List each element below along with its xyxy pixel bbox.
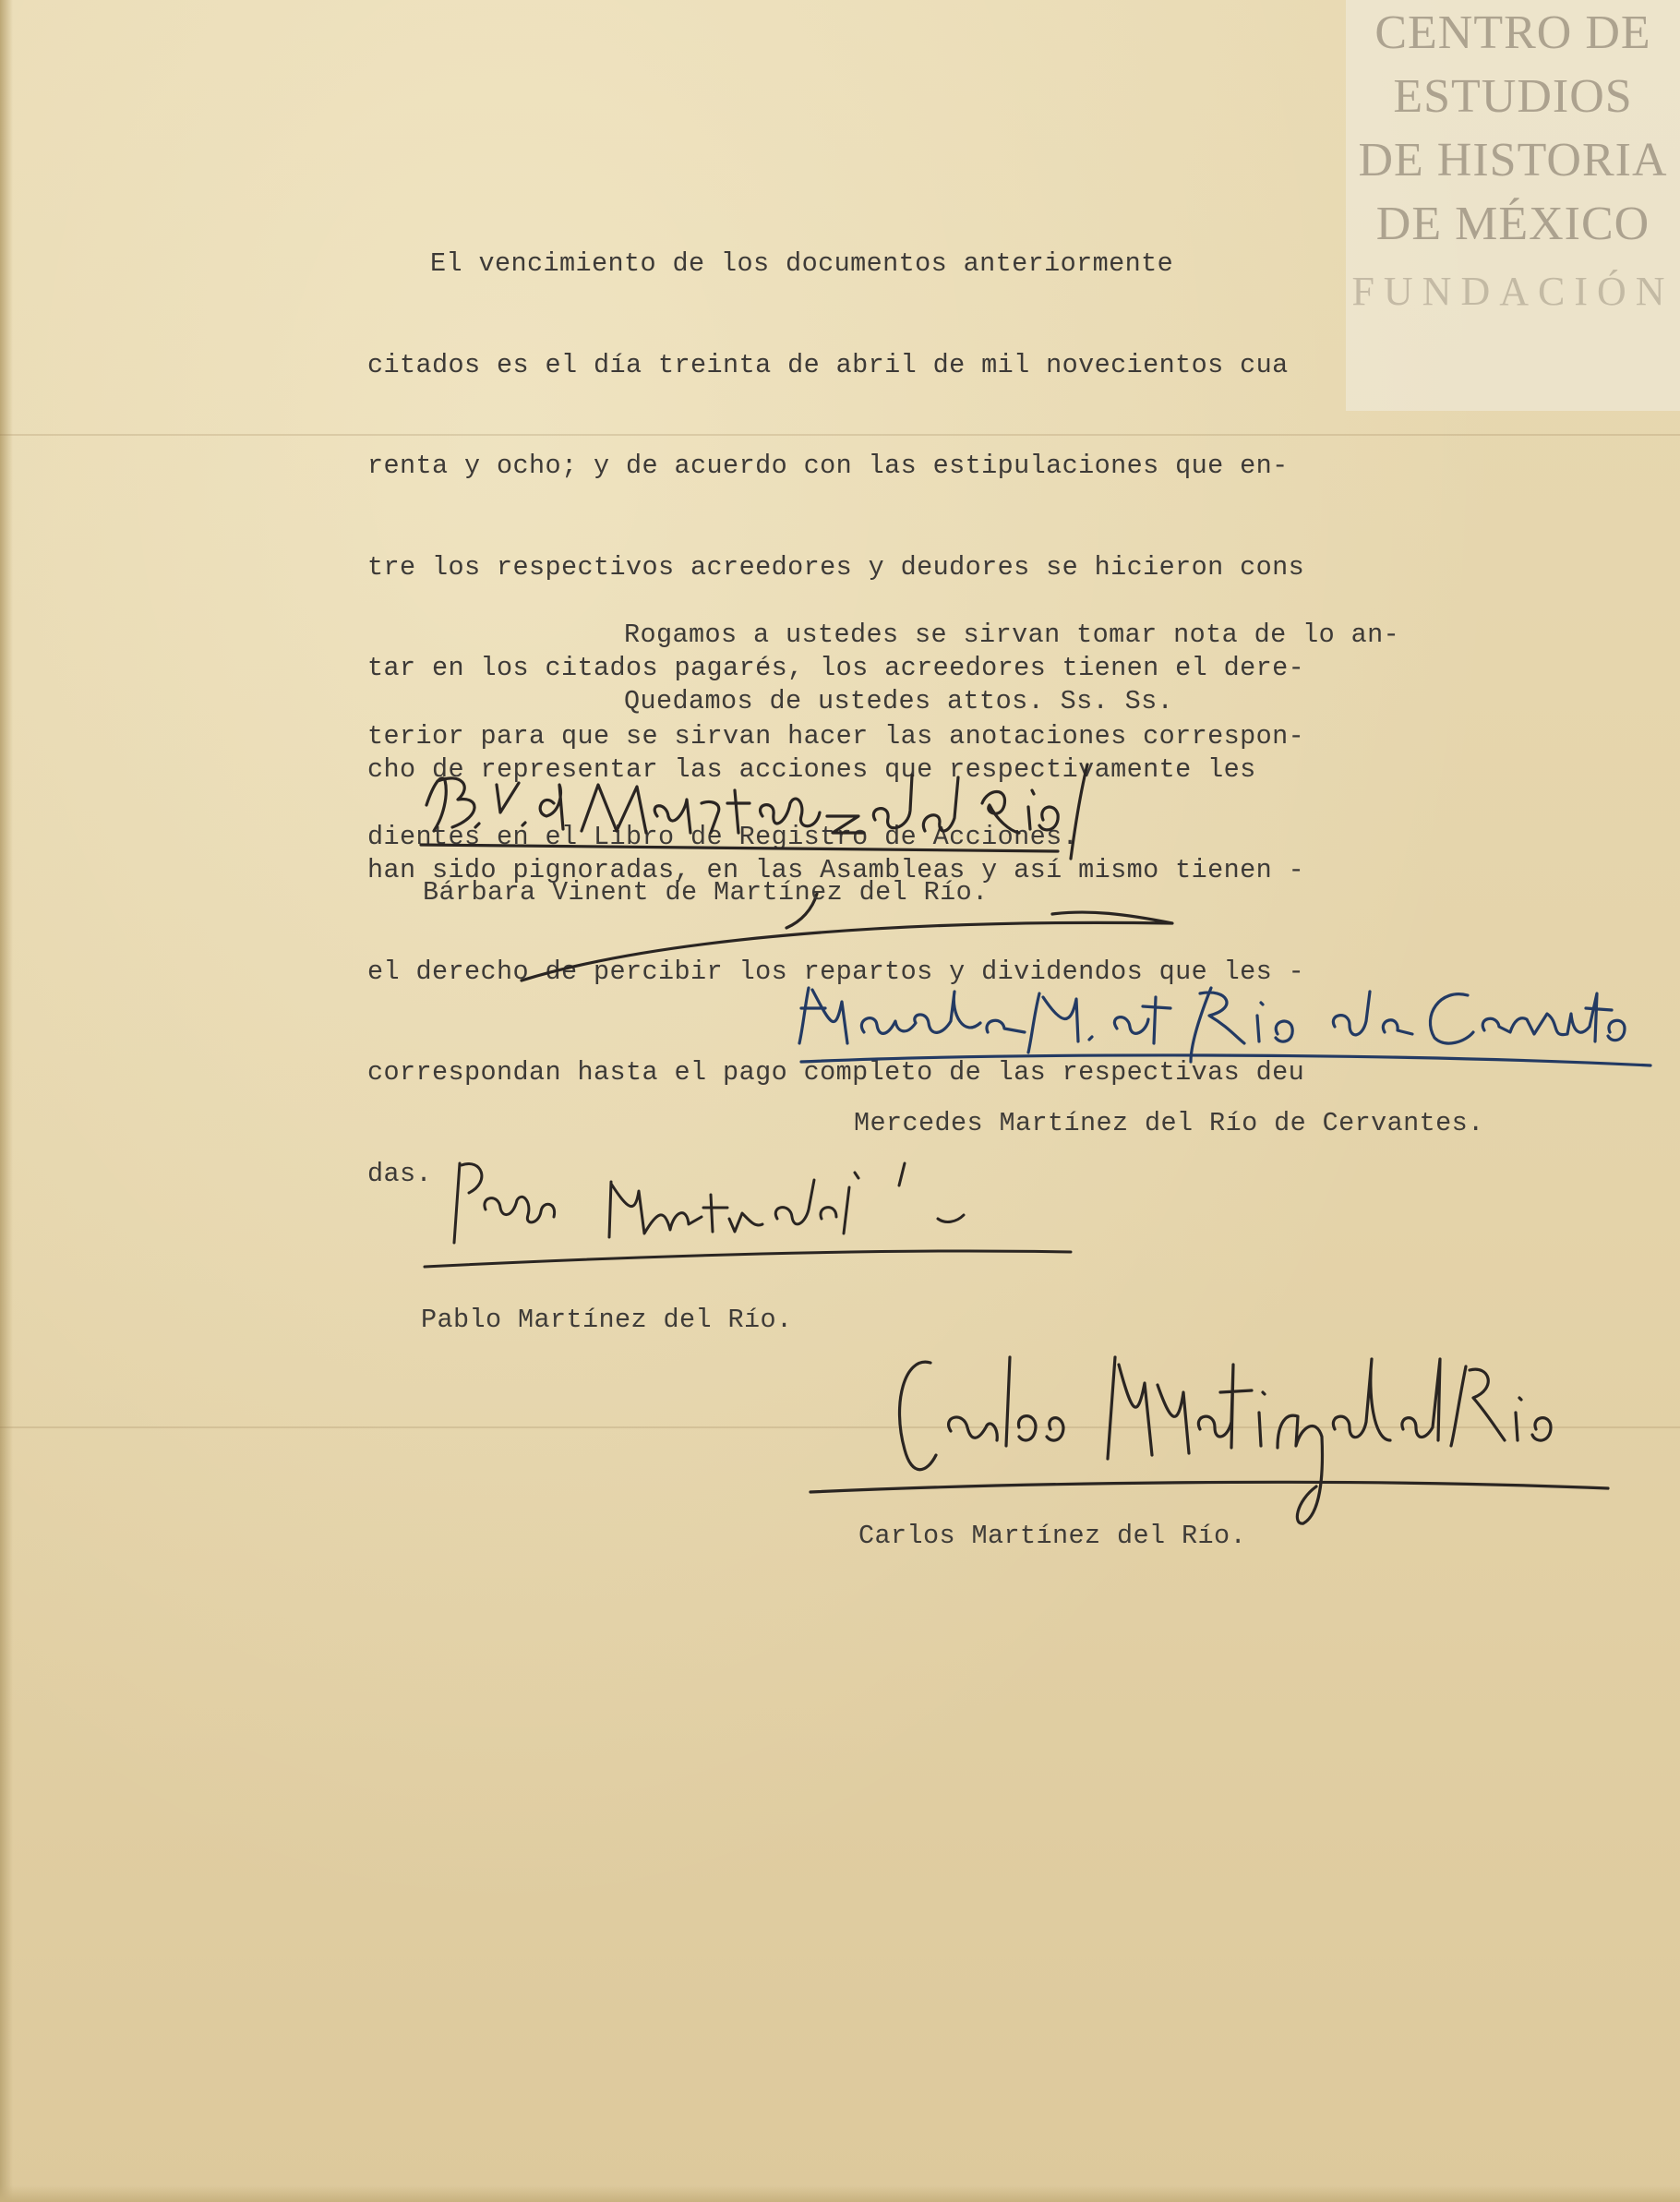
watermark-line: DE MÉXICO — [1375, 198, 1650, 250]
signatory-name-barbara: Bárbara Vinent de Martínez del Río. — [423, 877, 989, 908]
closing-line: Quedamos de ustedes attos. Ss. Ss. — [624, 686, 1174, 716]
text-line: el derecho de percibir los repartos y dividendos que les - — [367, 956, 1305, 987]
text-line: das. — [367, 1158, 433, 1189]
signatory-name-mercedes: Mercedes Martínez del Río de Cervantes. — [854, 1108, 1484, 1138]
watermark-line: FUNDACIÓN — [1351, 269, 1674, 314]
text-line: cho de representar las acciones que respectivamente les — [367, 753, 1256, 785]
text-line: tre los respectivos acreedores y deudores se hicieron cons — [367, 551, 1305, 583]
text-line: correspondan hasta el pago completo de las respectivas deu — [367, 1057, 1305, 1088]
signatory-name-carlos: Carlos Martínez del Río. — [858, 1521, 1247, 1551]
signature-carlos — [810, 1357, 1608, 1523]
text-line: Rogamos a ustedes se sirvan tomar nota de lo an- — [624, 620, 1400, 650]
text-line: han sido pignoradas, en las Asambleas y así mismo tienen - — [367, 855, 1305, 885]
text-line: dientes en el Libro de Registro de Acciones. — [367, 822, 1079, 852]
text-line: renta y ocho; y de acuerdo con las estipulaciones que en- — [367, 451, 1289, 481]
text-line: tar en los citados pagarés, los acreedores tienen el dere- — [367, 653, 1305, 683]
text-line: terior para que se sirvan hacer las anotaciones correspon- — [367, 720, 1305, 752]
watermark-line: CENTRO DE — [1374, 6, 1651, 59]
watermark-line: DE HISTORIA — [1358, 134, 1668, 187]
signatory-name-pablo: Pablo Martínez del Río. — [421, 1305, 793, 1335]
signature-barbara — [421, 764, 1172, 981]
text-line: citados es el día treinta de abril de mil novecientos cua — [367, 349, 1289, 380]
text-line: El vencimiento de los documentos anteriormente — [430, 248, 1174, 279]
watermark-line: ESTUDIOS — [1393, 70, 1633, 123]
signature-mercedes — [799, 988, 1650, 1065]
signature-pablo — [425, 1163, 1071, 1267]
